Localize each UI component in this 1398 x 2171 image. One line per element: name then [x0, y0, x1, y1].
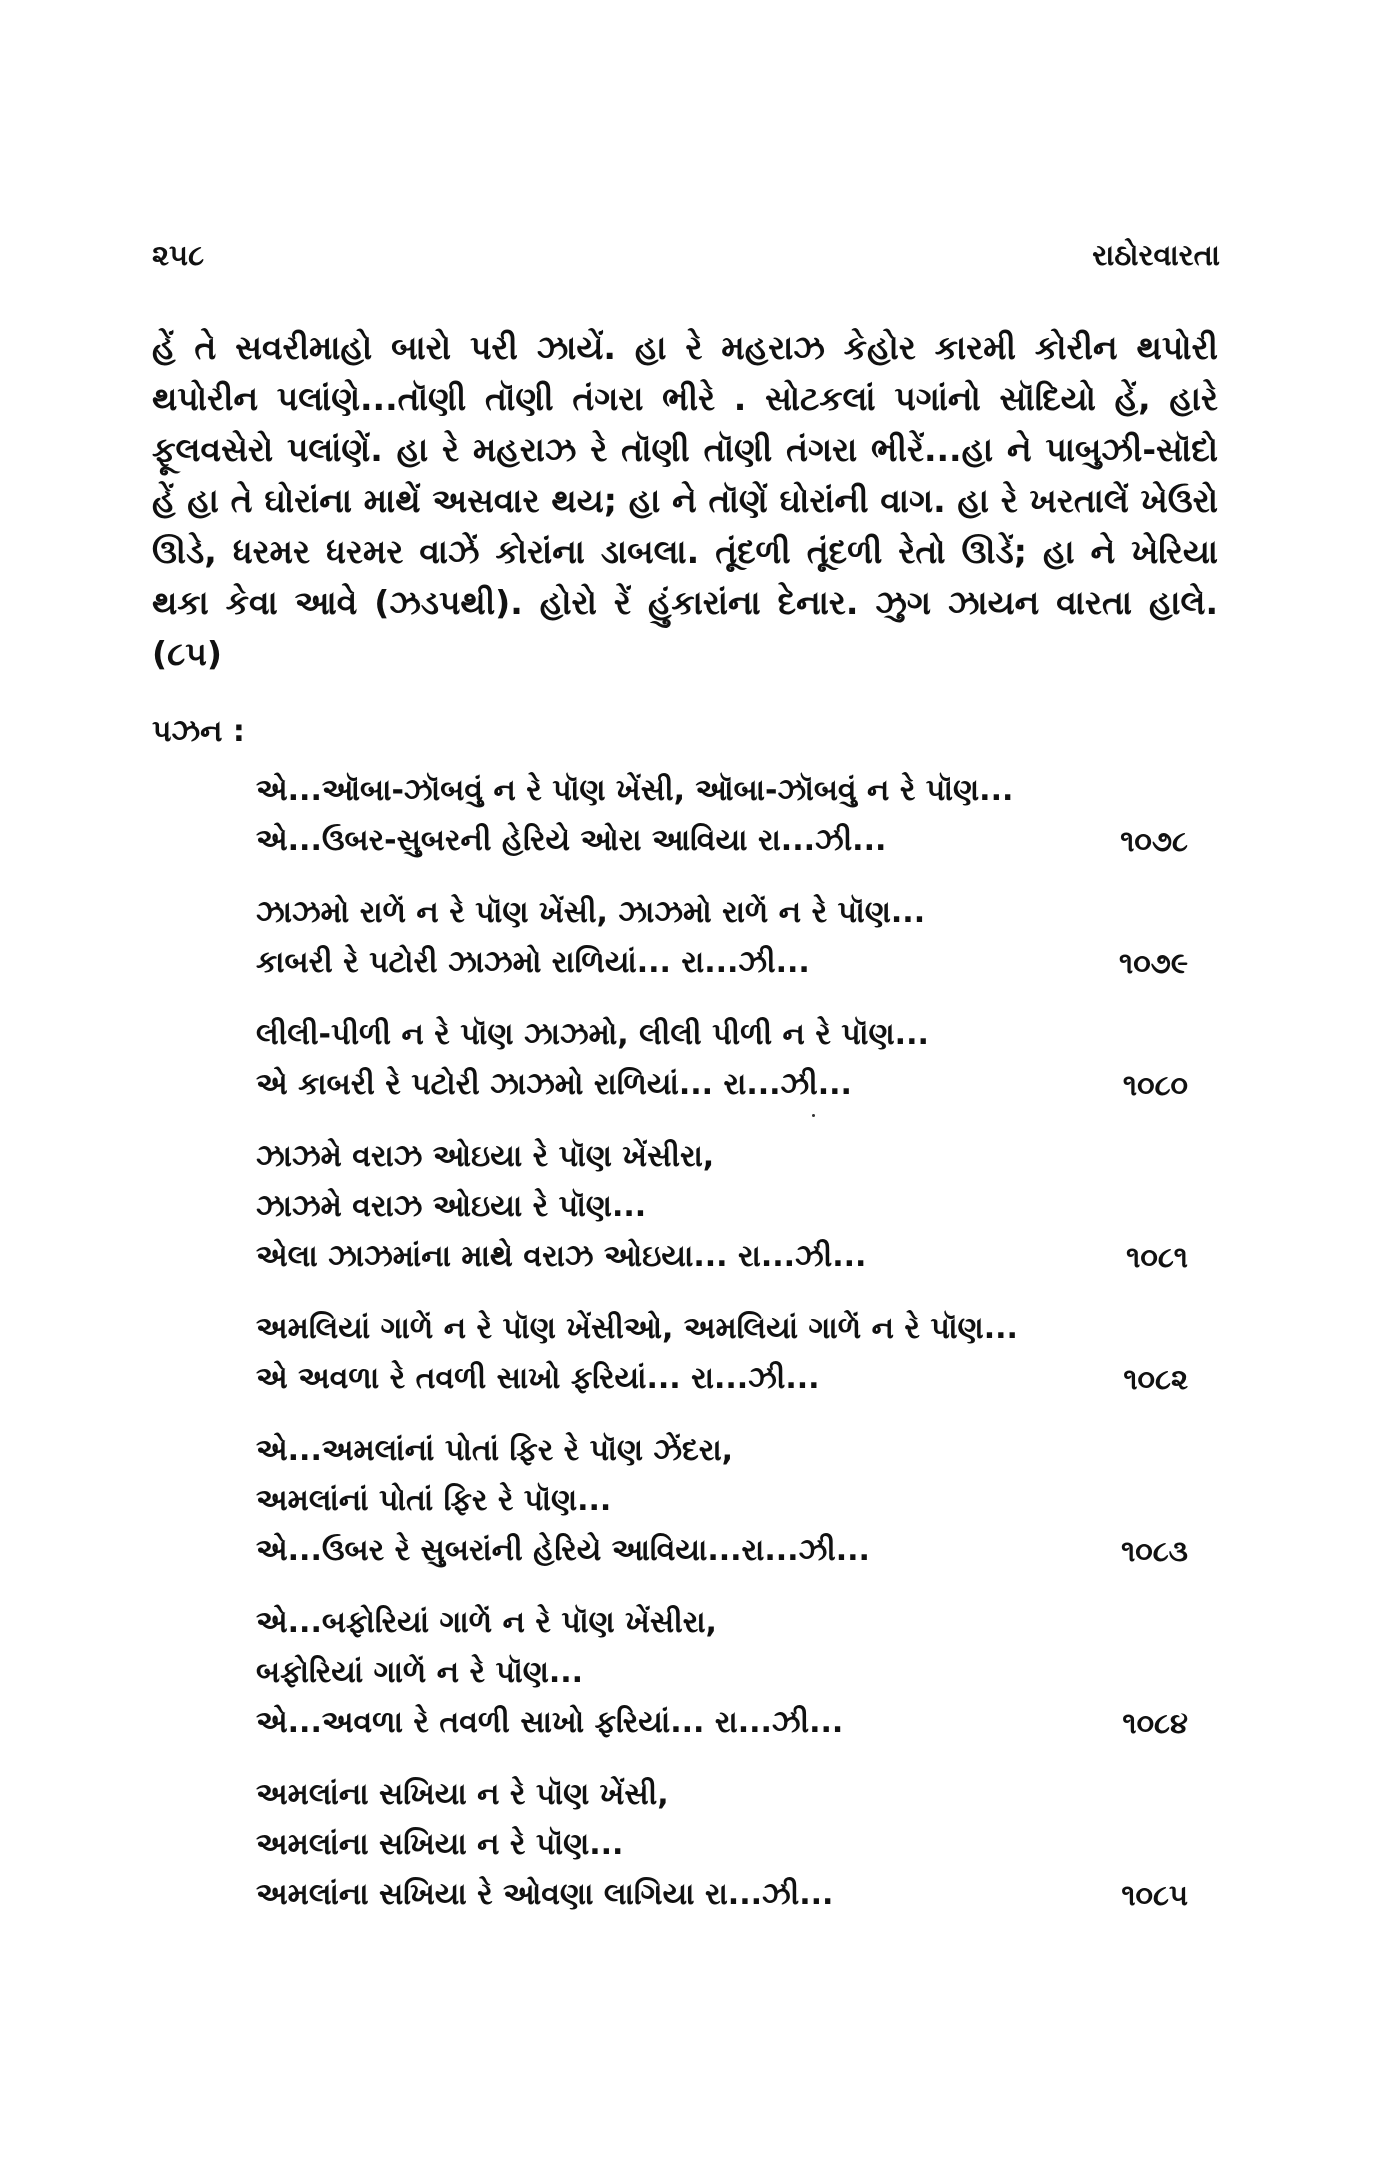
verse-text: એ...અમલાંનાં પોતાં ફિર રે પૉણ ઝેંદરા,	[256, 1433, 734, 1468]
verse-text: ઝાઝમે વરાઝ ઓઇયા રે પૉણ...	[256, 1189, 647, 1224]
stanza	[256, 1132, 1188, 1282]
verse-number: ૧૦૮૫	[1121, 1878, 1188, 1912]
verse-line	[256, 1354, 1188, 1404]
verse-line	[256, 1820, 1188, 1870]
verse-text: એ કાબરી રે પટોરી ઝાઝમો રાળિયાં... રા...ઝી...	[256, 1067, 852, 1102]
verse-text: એ...અવળા રે તવળી સાખો ફરિયાં... રા...ઝી...	[256, 1705, 844, 1740]
verse-line	[256, 938, 1188, 988]
prose-paragraph: હેં તે સવરીમાહો બારો પરી ઝાયેં. હા રે મહરાઝ કેહોર કારમી કોરીન થપોરી થપોરીન પલાંણે...તૉણી તૉણી તંગરા ભીરે . સોટકલાં પગાંનો સૉદિયો હેં, હારે ફૂલવસેરો પલાંણેં. હા રે મહરાઝ રે તૉણી તૉણી તંગરા ભીરેં...હા ને પાબુઝી-સૉદો હેં હા તે ઘોરાંના માથેં અસવાર થય; હા ને તૉણેં ઘોરાંની વાગ. હા રે ખરતાલેં ખેઉરો ઊડે, ધરમર ધરમર વાઝેં કોરાંના ડાબલા. તૂંદળી તૂંદળી રેતો ઊડેં; હા ને ખેરિયા થકા કેવા આવે (ઝડપથી). હોરો રેં હુંકારાંના દેનાર. ઝુગ ઝાયન વારતા હાલે. (૮૫)	[152, 328, 1218, 673]
verse-line	[256, 888, 1188, 938]
verse-line	[256, 1060, 1188, 1110]
stanza	[256, 1304, 1188, 1404]
verse-text: એ અવળા રે તવળી સાખો ફરિયાં... રા...ઝી...	[256, 1361, 820, 1396]
verse-line	[256, 1770, 1188, 1820]
verse-line	[256, 1304, 1188, 1354]
verse-line	[256, 1132, 1188, 1182]
verse-text: અમલાંના સખિયા ન રે પૉણ...	[256, 1827, 624, 1862]
stanza	[256, 1770, 1188, 1920]
stanza	[256, 1426, 1188, 1576]
verse-line	[256, 1526, 1188, 1576]
verse-number: ૧૦૭૮	[1120, 824, 1188, 858]
verse-line	[256, 1698, 1188, 1748]
running-title: રાઠોરવારતા	[1092, 238, 1220, 272]
verse-line	[256, 1870, 1188, 1920]
stanza	[256, 1010, 1188, 1110]
verse-text: અમલાંના સખિયા ન રે પૉણ ખેંસી,	[256, 1777, 669, 1812]
verse-text: અમલાંનાં પોતાં ફિર રે પૉણ...	[256, 1483, 612, 1518]
verse-line	[256, 1598, 1188, 1648]
verse-text: બફોરિયાં ગાળેં ન રે પૉણ...	[256, 1655, 584, 1690]
verse-text: ઝાઝમે વરાઝ ઓઇયા રે પૉણ ખેંસીરા,	[256, 1139, 715, 1174]
verse-text: અમલાંના સખિયા રે ઓવણા લાગિયા રા...ઝી...	[256, 1877, 834, 1912]
verse-line	[256, 766, 1188, 816]
verse-line	[256, 1182, 1188, 1232]
page-header	[152, 238, 1220, 282]
verse-list	[256, 766, 1188, 1942]
verse-text: એ...બફોરિયાં ગાળેં ન રે પૉણ ખેંસીરા,	[256, 1605, 717, 1640]
page-number: ૨૫૮	[152, 238, 205, 272]
verse-line	[256, 1426, 1188, 1476]
verse-number: ૧૦૮૪	[1122, 1706, 1188, 1740]
verse-number: ૧૦૮૧	[1126, 1240, 1188, 1274]
verse-text: લીલી-પીળી ન રે પૉણ ઝાઝમો, લીલી પીળી ન રે પૉણ...	[256, 1017, 929, 1052]
print-speck	[812, 1114, 815, 1117]
stanza	[256, 766, 1188, 866]
verse-number: ૧૦૮૩	[1121, 1534, 1188, 1568]
verse-line	[256, 816, 1188, 866]
verse-number: ૧૦૭૯	[1119, 946, 1188, 980]
verse-line	[256, 1010, 1188, 1060]
verse-text: એ...ઑબા-ઝૉબવું ન રે પૉણ ખેંસી, ઑબા-ઝૉબવું ન રે પૉણ...	[256, 773, 1014, 808]
verse-text: ઝાઝમો રાળેં ન રે પૉણ ખેંસી, ઝાઝમો રાળેં ન રે પૉણ...	[256, 895, 926, 930]
verse-text: એલા ઝાઝમાંના માથે વરાઝ ઓઇયા... રા...ઝી...	[256, 1239, 867, 1274]
verse-number: ૧૦૮૦	[1122, 1068, 1188, 1102]
verse-number: ૧૦૮૨	[1123, 1362, 1188, 1396]
verse-text: એ...ઉબર રે સુબરાંની હેરિયે આવિયા...રા...ઝી...	[256, 1533, 870, 1568]
verse-text: એ...ઉબર-સુબરની હેરિયે ઓરા આવિયા રા...ઝી...	[256, 823, 887, 858]
verse-line	[256, 1232, 1188, 1282]
stanza	[256, 1598, 1188, 1748]
verse-text: કાબરી રે પટોરી ઝાઝમો રાળિયાં... રા...ઝી...	[256, 945, 810, 980]
stanza	[256, 888, 1188, 988]
verse-line	[256, 1476, 1188, 1526]
verse-line	[256, 1648, 1188, 1698]
section-label: પઝન :	[152, 714, 245, 749]
verse-text: અમલિયાં ગાળેં ન રે પૉણ ખેંસીઓ, અમલિયાં ગાળેં ન રે પૉણ...	[256, 1311, 1018, 1346]
